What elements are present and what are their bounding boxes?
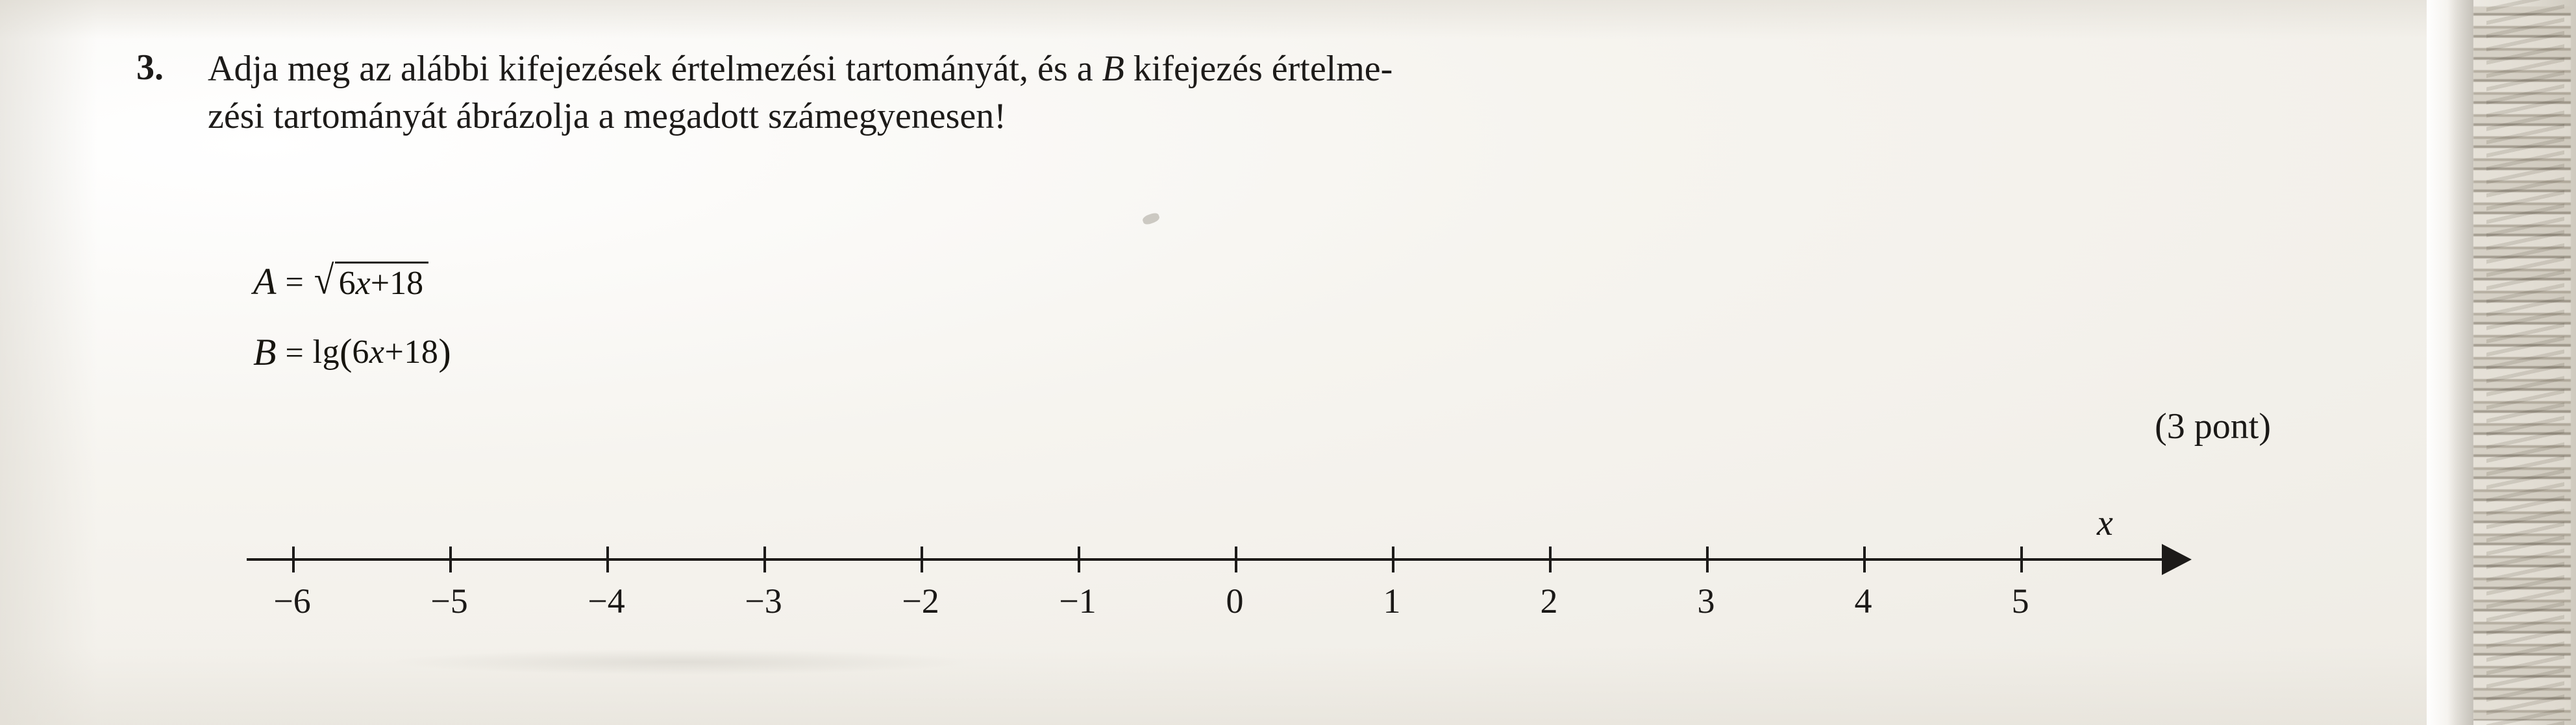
problem-block (136, 45, 2409, 140)
tick-mark (449, 547, 452, 572)
tick-label: −6 (273, 582, 311, 621)
tick-label: −5 (430, 582, 468, 621)
tick-mark (1863, 547, 1866, 572)
formula-b-coefficient: 6 (352, 334, 369, 371)
tick-label: 0 (1226, 582, 1244, 621)
tick-label: −4 (588, 582, 625, 621)
tick-mark (921, 547, 923, 572)
tick-mark (2020, 547, 2023, 572)
tick-label: 2 (1540, 582, 1558, 621)
formula-a-equals: = (285, 263, 304, 300)
paper-smudge-lower (390, 649, 974, 675)
formula-list (253, 260, 451, 401)
binding-shadow (2447, 0, 2473, 725)
number-line (214, 500, 2240, 643)
tick-label: −1 (1059, 582, 1096, 621)
number-line-axis (247, 558, 2175, 561)
radicand-rest: +18 (370, 264, 424, 302)
radicand-variable: x (355, 264, 371, 302)
open-paren: ( (340, 331, 353, 373)
axis-variable-label: x (2097, 503, 2113, 543)
paper-smudge (1141, 212, 1160, 226)
formula-b-name: B (253, 331, 277, 373)
tick-label: 4 (1854, 582, 1872, 621)
arrow-right-icon (2162, 544, 2192, 575)
log-function-label: lg (312, 334, 340, 371)
formula-a-name: A (253, 260, 277, 302)
radicand (335, 262, 428, 302)
tick-mark (1549, 547, 1552, 572)
square-root-icon (313, 258, 428, 302)
tick-mark (1392, 547, 1394, 572)
tick-label: −3 (745, 582, 782, 621)
paper-shading-left (0, 0, 97, 725)
tick-mark (606, 547, 609, 572)
formula-b-rest: +18 (384, 334, 439, 371)
radicand-coefficient: 6 (338, 264, 356, 302)
paper-shading-bottom (0, 647, 2576, 725)
tick-label: 1 (1383, 582, 1401, 621)
formula-a (253, 260, 451, 303)
formula-b-variable: x (369, 334, 385, 371)
formula-b (253, 330, 451, 374)
paper-shading-top (0, 0, 2576, 39)
formula-b-equals: = (285, 334, 304, 371)
problem-heading (136, 45, 2409, 140)
tick-mark (1235, 547, 1237, 572)
problem-text-part2: kifejezés értelme- (1124, 49, 1393, 89)
tick-label: −2 (902, 582, 939, 621)
problem-text-part1: Adja meg az alábbi kifejezések értelmezési tartományát, és a (208, 49, 1102, 89)
page-binding-edge (2427, 0, 2576, 725)
problem-text-variable: B (1102, 49, 1124, 89)
problem-text (208, 45, 1393, 140)
tick-mark (763, 547, 766, 572)
problem-number: 3. (136, 47, 164, 88)
tick-label: 3 (1697, 582, 1715, 621)
close-paren: ) (438, 331, 451, 373)
tick-mark (292, 547, 295, 572)
tick-mark (1706, 547, 1709, 572)
tick-label: 5 (2011, 582, 2029, 621)
radical-symbol: √ (314, 258, 334, 302)
spiral-binding-overlay (2486, 0, 2564, 725)
tick-mark (1078, 547, 1080, 572)
problem-text-line2: zési tartományát ábrázolja a megadott számegyenesen! (208, 95, 1006, 136)
points-note: (3 pont) (2155, 406, 2271, 447)
